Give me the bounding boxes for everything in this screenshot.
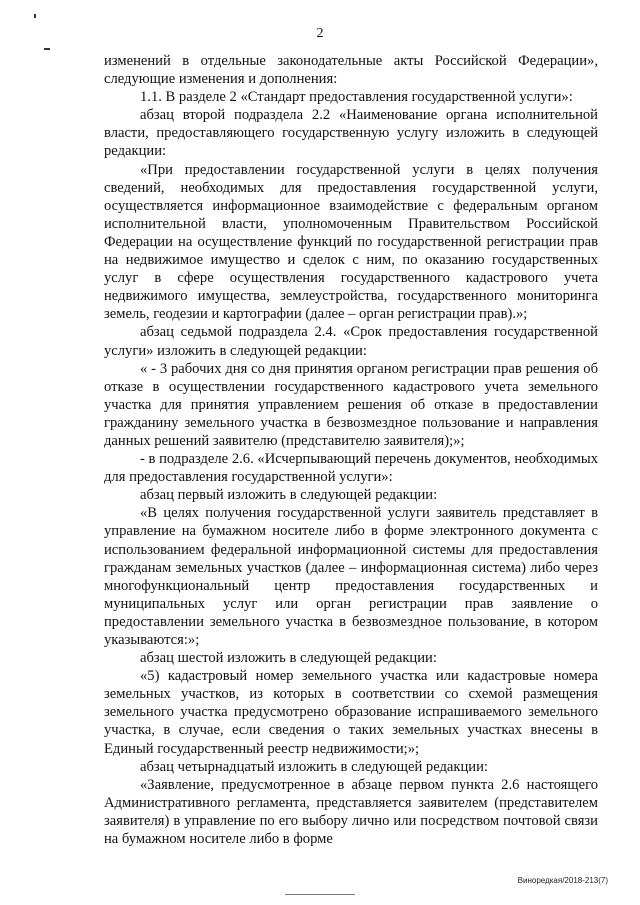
paragraph: - в подразделе 2.6. «Исчерпывающий перечень документов, необходимых для предоставления государственной услуги»: [104,451,598,486]
paragraph: «При предоставлении государственной услуги в целях получения сведений, необходимых для предоставления государственной услуги, осуществляется информационное взаимодействие с федеральным органом исполнительной власти, уполномоченным Правительством Российской Федерации на осуществление функций по государственной регистрации прав на недвижимое имущество и сделок с ним, по оказанию государственных услуг в сфере осуществления государственного кадастрового учета недвижимого имущества, землеустройства, государственного мониторинга земель, геодезии и картографии (далее – орган регистрации прав).»; [104,161,598,323]
paragraph: изменений в отдельные законодательные акты Российской Федерации», следующие изменения и дополнения: [104,53,598,88]
scan-speck [44,48,50,50]
paragraph: абзац шестой изложить в следующей редакции: [140,650,437,667]
footer-rule [285,894,355,895]
scan-speck [34,14,36,18]
paragraph: абзац первый изложить в следующей редакции: [140,487,438,504]
document-body [104,52,598,848]
paragraph: абзац седьмой подраздела 2.4. «Срок предоставления государственной услуги» изложить в следующей редакции: [104,324,598,359]
paragraph: «5) кадастровый номер земельного участка или кадастровые номера земельных участков, из которых в соответствии со схемой размещения земельного участка предусмотрено образование испрашиваемого земельного участка, в случае, если сведения о таких земельных участках внесены в Единый государственный реестр недвижимости;»; [104,668,598,757]
paragraph: абзац второй подраздела 2.2 «Наименование органа исполнительной власти, предоставляющего государственную услугу изложить в следующей редакции: [104,107,598,160]
paragraph: 1.1. В разделе 2 «Стандарт предоставления государственной услуги»: [140,89,573,106]
paragraph: «В целях получения государственной услуги заявитель представляет в управление на бумажном носителе либо в форме электронного документа с использованием федеральной информационной системы для предоставления гражданам земельных участков (далее – информационная система) либо через многофункциональный центр предоставления государственных и муниципальных услуг или орган регистрации прав заявление о предоставлении земельного участка в безвозмездное пользование, в котором указываются:»; [104,505,598,648]
paragraph: « - 3 рабочих дня со дня принятия органом регистрации прав решения об отказе в осуществлении государственного кадастрового учета земельного участка для принятия управлением решения об отказе в предоставлении гражданину земельного участка в безвозмездное пользование и направления данных решений заявителю (представителю заявителя);»; [104,360,598,449]
document-code: Виноредкая/2018-213(7) [517,876,608,885]
paragraph: абзац четырнадцатый изложить в следующей редакции: [140,758,488,775]
paragraph: «Заявление, предусмотренное в абзаце первом пункта 2.6 настоящего Административного регламента, представляется заявителем (представителем заявителя) в управление по его выбору лично или посредством почтовой связи на бумажном носителе либо в форме [104,776,598,848]
page-number: 2 [316,26,324,41]
